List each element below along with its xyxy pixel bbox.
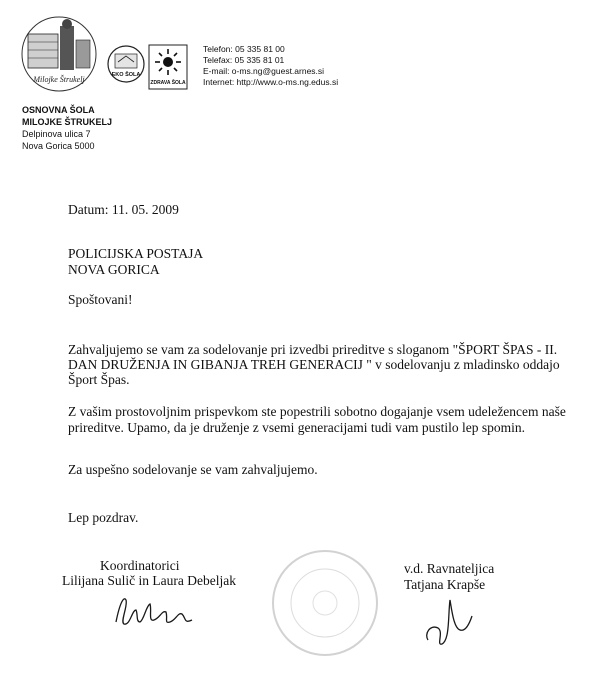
letter-date: Datum: 11. 05. 2009 <box>68 202 179 217</box>
paragraph-1-line-3: Šport Špas. <box>68 372 130 387</box>
address-city: Nova Gorica 5000 <box>22 141 95 151</box>
eko-logo-text: EKO ŠOLA <box>111 72 141 78</box>
school-logo-text: Milojke Štrukelj <box>33 75 85 84</box>
director-signature <box>420 594 480 654</box>
school-name-line-1: OSNOVNA ŠOLA <box>22 105 95 115</box>
paragraph-2-line-2: prireditve. Upamo, da je druženje z vsemi generacijami tudi vam pustilo lep spomin. <box>68 420 525 435</box>
coordinators-title: Koordinatorici <box>100 558 180 573</box>
school-logo <box>14 14 104 94</box>
director-name: Tatjana Krapše <box>404 577 486 592</box>
website-address: Internet: http://www.o-ms.ng.edus.si <box>203 77 339 87</box>
healthy-school-logo <box>148 44 188 90</box>
paragraph-1-line-2: DAN DRUŽENJA IN GIBANJA TREH GENERACIJ " v sodelovanju z mladinsko oddajo <box>68 357 560 372</box>
paragraph-1-line-1: Zahvaljujemo se vam za sodelovanje pri izvedbi prireditve s sloganom "ŠPORT ŠPAS - II. <box>68 342 558 357</box>
school-name-line-2: MILOJKE ŠTRUKELJ <box>22 117 113 127</box>
coordinators-signature <box>110 592 200 632</box>
school-stamp <box>270 548 380 658</box>
thanks-line: Za uspešno sodelovanje se vam zahvaljujemo. <box>68 462 318 477</box>
sun-logo-text: ZDRAVA ŠOLA <box>150 80 186 86</box>
greeting: Spoštovani! <box>68 292 133 307</box>
fax-number: Telefax: 05 335 81 01 <box>203 55 285 65</box>
closing-line: Lep pozdrav. <box>68 510 139 525</box>
email-address: E-mail: o-ms.ng@guest.arnes.si <box>203 66 325 76</box>
address-street: Delpinova ulica 7 <box>22 129 91 139</box>
contact-info <box>203 44 338 88</box>
recipient-line-2: NOVA GORICA <box>68 262 160 277</box>
school-address <box>22 128 95 152</box>
recipient-line-1: POLICIJSKA POSTAJA <box>68 246 204 261</box>
school-name <box>22 104 112 128</box>
director-title: v.d. Ravnateljica <box>404 561 495 576</box>
paragraph-2-line-1: Z vašim prostovoljnim prispevkom ste popestrili sobotno dogajanje vsem udeležencem naše <box>68 404 566 419</box>
phone-number: Telefon: 05 335 81 00 <box>203 44 285 54</box>
eko-school-logo <box>106 42 146 94</box>
coordinators-names: Lilijana Sulič in Laura Debeljak <box>62 573 236 588</box>
